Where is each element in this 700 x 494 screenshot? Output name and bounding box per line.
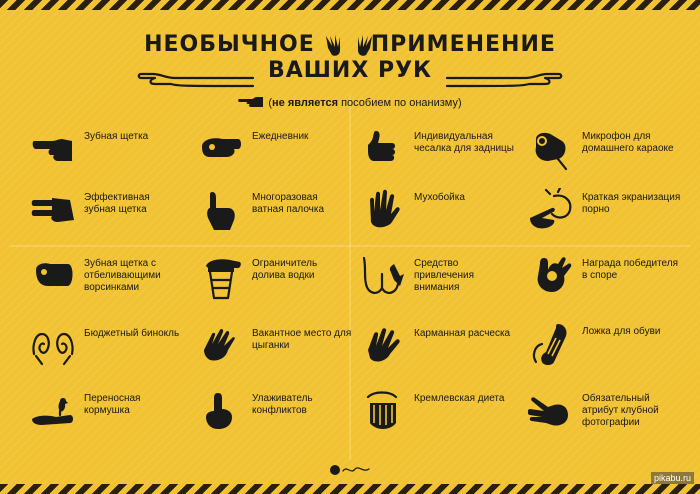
top-hazard-stripe [0,0,700,10]
subtitle: (не является пособием по онанизму) [0,96,700,109]
hand-on-buttock-icon [360,254,406,300]
poster: НЕОБЫЧНОЕ ПРИМЕНЕНИЕ ВАШИХ РУК (не является пособием по онанизму) Зубная щетка Эффективная зубная щетка Зубная щетка с отбеливающими ворсинками Бюджетный бинокль Переносная кормушка Ежедневник Многоразовая ватная палочка Ограничитель долива водки Вакантное место для цыганки Улаживатель конфликтов Индивидуальная чесалка для задницы Мухобойка Средство привлечения внимания Карманная расческа Кремлевская диета Микрофон для домашнего караоке Краткая экранизация порно Награда победителя в споре Ложка для обуви Обязательный атрибут клубной фотографии pikabu.ru [0,0,700,494]
palm-notepad-icon [198,127,244,173]
header [0,14,700,109]
title-word-right: ПРИМЕНЕНИЕ [370,32,556,57]
author-signature-icon [329,463,371,477]
open-palm-icon [198,324,244,370]
two-finger-toothbrush-icon [30,188,76,234]
finger-in-ring-icon [528,188,574,234]
watermark: pikabu.ru [651,472,694,484]
shoe-horn-hand-icon [528,322,574,368]
raised-hand-icon [360,188,406,234]
bottom-hazard-stripe [0,484,700,494]
fist-toothbrush-icon [30,254,76,300]
subtitle-rest: пособием по онанизму) [338,97,462,109]
ok-gesture-icon [528,254,574,300]
hand-over-mouth-icon [360,389,406,435]
finger-toothbrush-icon [30,127,76,173]
title-word-left: НЕОБЫЧНОЕ [144,32,315,57]
middle-finger-icon [198,389,244,435]
thumbs-up-icon [360,127,406,173]
right-arm-icon [445,56,565,92]
hand-feeder-icon [30,389,76,435]
pointing-hand-icon [238,96,264,108]
comb-hand-icon [360,324,406,370]
pinky-swab-icon [198,188,244,234]
title-line-2: ВАШИХ РУК [267,58,433,83]
victory-sign-icon [528,389,574,435]
hand-binoculars-icon [30,324,76,370]
fold-line-horizontal [10,245,690,247]
fist-microphone-icon [528,127,574,173]
fingers-over-glass-icon [198,254,244,300]
spread-hands-icon [324,32,374,58]
subtitle-bold: не является [272,97,339,109]
